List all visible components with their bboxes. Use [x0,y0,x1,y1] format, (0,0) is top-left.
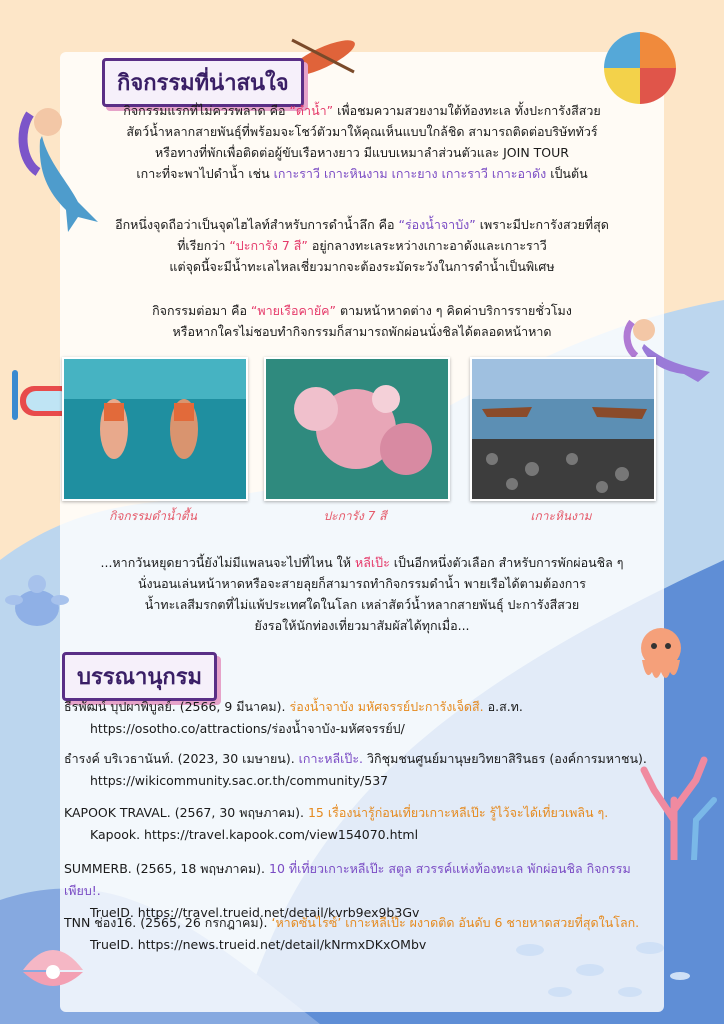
bibliography-heading: บรรณานุกรม [62,652,217,701]
reference-url[interactable]: https://wikicommunity.sac.or.th/community/537 [90,773,389,788]
snorkeling-photo [62,357,248,501]
activities-heading: กิจกรรมที่น่าสนใจ [102,58,304,107]
reference-item: ธำรงค์ บริเวธานันท์. (2023, 30 เมษายน). เกาะหลีเป๊ะ. วิกิชุมชนศูนย์มานุษยวิทยาสิรินธร (องค์การมหาชน). https://wikicommunity.sac.or.th/community/537 [64,748,664,792]
closing-paragraph: ...หากวันหยุดยาวนี้ยังไม่มีแพลนจะไปที่ไหน ให้ หลีเป๊ะ เป็นอีกหนึ่งตัวเลือก สำหรับการพักผ่อนชิล ๆ นั่งนอนเล่นหน้าหาดหรือจะสายลุยก็สามารถทำกิจกรรมดำน้ำ พายเรือได้ตามต้องการ น้ำทะเลสีมรกตที่ไม่แพ้ประเทศใดในโลก เหล่าสัตว์น้ำหลากสายพันธุ์ ปะการังสีสวย ยังรอให้นักท่องเที่ยวมาสัมผัสได้ทุกเมื่อ... [100,555,624,633]
turtle-icon [2,570,72,640]
coral-photo [264,357,450,501]
activities-paragraph-1: กิจกรรมแรกที่ไม่ควรพลาด คือ “ดำน้ำ” เพื่อชมความสวยงามใต้ท้องทะเล ทั้งปะการังสีสวย สัตว์น้ำหลากสายพันธุ์ที่พร้อมจะโชว์ตัวมาให้คุณเห็นแบบใกล้ชิด สามารถติดต่อบริษัททัวร์ หรือทางที่พักเพื่อติดต่อผู้ขับเรือหางยาว มีแบบเหมาลำส่วนตัวและ JOIN TOUR เกาะที่จะพาไปดำน้ำ เช่น เกาะราวี เกาะหินงาม เกาะยาง เกาะราวี เกาะอาดัง เป็นต้น [123,103,601,181]
snorkeling-caption: กิจกรรมดำน้ำตื้น [109,509,197,523]
reference-item: SUMMERB. (2565, 18 พฤษภาคม). 10 ที่เที่ยวเกาะหลีเป๊ะ สตูล สวรรค์แห่งท้องทะเล พักผ่อนชิล กิจกรรมเพียบ!. TrueID. https://travel.trueid.net/detail/kvrb9ex9b3Gv [64,858,664,924]
beach-ball-icon [600,28,680,108]
reference-url[interactable]: TrueID. https://travel.trueid.net/detail/kvrb9ex9b3Gv [90,905,420,920]
reference-item: ธีรพัฒน์ บุปผาพิบูลย์. (2566, 9 มีนาคม). ร่องน้ำจาบัง มหัศจรรย์ปะการังเจ็ดสี. อ.ส.ท. https://osotho.co/attractions/ร่องน้ำจาบัง-มหัศจรรย์ป/ [64,696,664,740]
reference-url[interactable]: https://osotho.co/attractions/ร่องน้ำจาบัง-มหัศจรรย์ป/ [90,721,405,736]
reference-url[interactable]: Kapook. https://travel.kapook.com/view154070.html [90,827,419,842]
hin-ngam-caption: เกาะหินงาม [530,509,592,523]
activities-paragraph-3: กิจกรรมต่อมา คือ “พายเรือคายัค” ตามหน้าหาดต่าง ๆ คิดค่าบริการรายชั่วโมง หรือหากใครไม่ชอบทำกิจกรรมก็สามารถพักผ่อนนั่งชิลได้ตลอดหน้าหาด [152,303,572,339]
reference-item: KAPOOK TRAVAL. (2567, 30 พฤษภาคม). 15 เรื่องน่ารู้ก่อนเที่ยวเกาะหลีเป๊ะ รู้ไว้จะได้เที่ยวเพลิน ๆ. Kapook. https://travel.kapook.com/view154070.html [64,802,664,846]
reference-item: TNN ช่อง16. (2565, 26 กรกฎาคม). ‘หาดซันไรซ์’ เกาะหลีเป๊ะ ผงาดติด อันดับ 6 ชายหาดสวยที่สุดในโลก. TrueID. https://news.trueid.net/detail/kNrmxDKxOMbv [64,912,664,956]
activities-paragraph-2: อีกหนึ่งจุดถือว่าเป็นจุดไฮไลท์สำหรับการดำน้ำลึก คือ “ร่องน้ำจาบัง” เพราะมีปะการังสวยที่สุด ที่เรียกว่า “ปะการัง 7 สี” อยู่กลางทะเลระหว่างเกาะอาดังและเกาะราวี แต่จุดนี้จะมีน้ำทะเลไหลเชี่ยวมากจะต้องระมัดระวังในการดำน้ำเป็นพิเศษ [115,217,609,274]
reference-url[interactable]: TrueID. https://news.trueid.net/detail/kNrmxDKxOMbv [90,937,427,952]
hin-ngam-island-photo [470,357,656,501]
coral-caption: ปะการัง 7 สี [323,509,387,523]
